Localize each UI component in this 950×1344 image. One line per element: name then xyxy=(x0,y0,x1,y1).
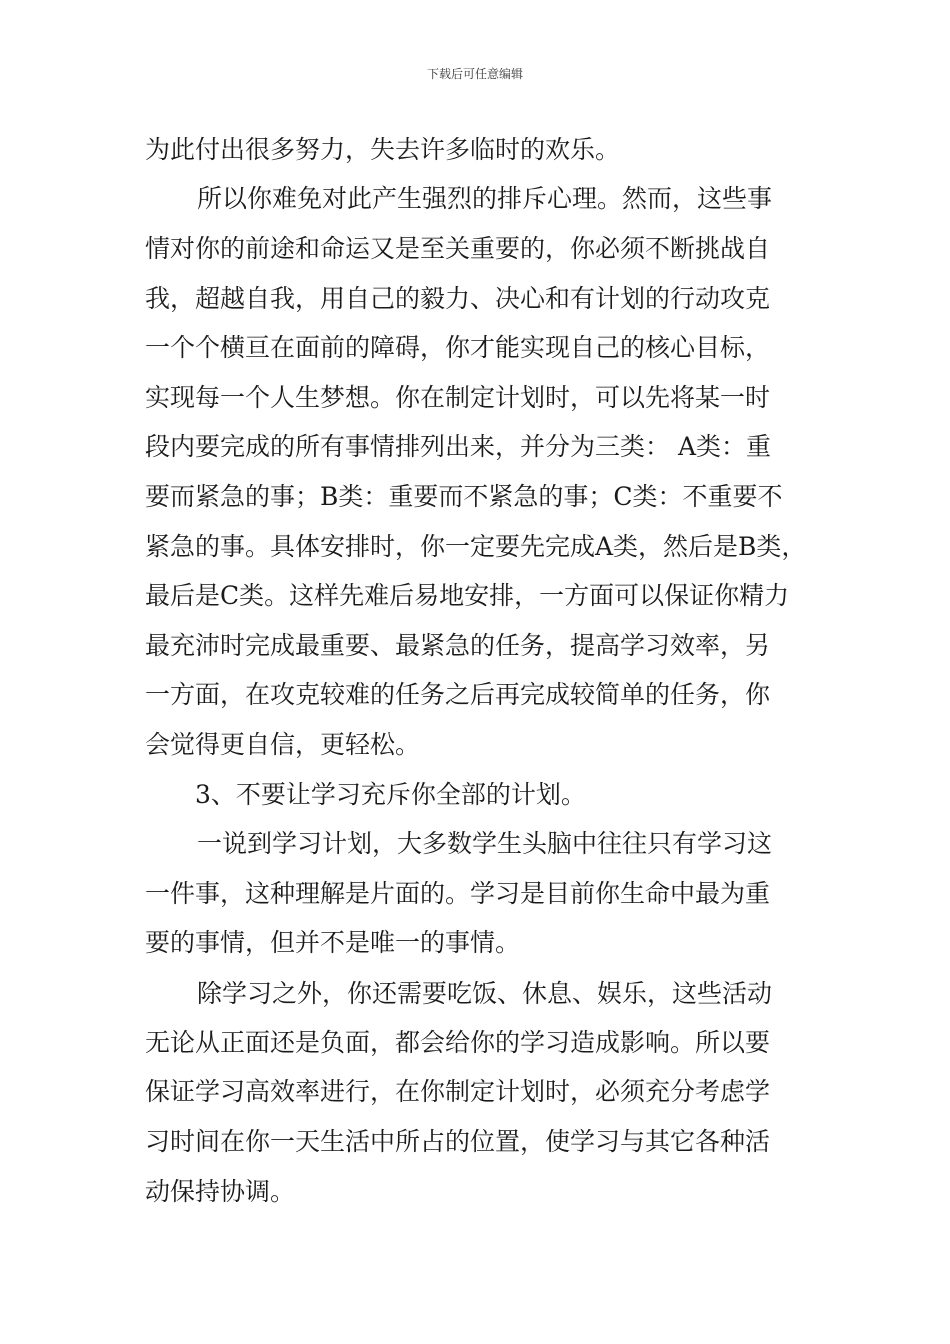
paragraph-line: 为此付出很多努力，失去许多临时的欢乐。 xyxy=(145,135,621,164)
paragraph-line: 动保持协调。 xyxy=(145,1177,296,1206)
paragraph-line: 一方面，在攻克较难的任务之后再完成较简单的任务，你 xyxy=(145,680,771,709)
paragraph-line: 无论从正面还是负面，都会给你的学习造成影响。所以要 xyxy=(145,1028,771,1057)
paragraph-line: 会觉得更自信，更轻松。 xyxy=(145,730,421,759)
paragraph-line: 段内要完成的所有事情排列出来，并分为三类： A类：重 xyxy=(145,432,772,461)
paragraph-line: 要的事情，但并不是唯一的事情。 xyxy=(145,928,521,957)
page-header: 下载后可任意编辑 xyxy=(426,67,523,81)
paragraph-line: 最后是C类。这样先难后易地安排，一方面可以保证你精力 xyxy=(145,581,790,610)
paragraph-line: 保证学习高效率进行，在你制定计划时，必须充分考虑学 xyxy=(145,1077,771,1106)
paragraph-line: 实现每一个人生梦想。你在制定计划时，可以先将某一时 xyxy=(145,383,771,412)
paragraph-line: 一说到学习计划，大多数学生头脑中往往只有学习这 xyxy=(197,829,773,858)
paragraph-line: 除学习之外，你还需要吃饭、休息、娱乐，这些活动 xyxy=(197,979,773,1008)
paragraph-line: 一个个横亘在面前的障碍，你才能实现自己的核心目标， xyxy=(145,333,771,362)
paragraph-line: 我，超越自我，用自己的毅力、决心和有计划的行动攻克 xyxy=(145,284,771,313)
paragraph-line: 要而紧急的事；B类：重要而不紧急的事；C类：不重要不 xyxy=(145,482,783,511)
paragraph-line: 情对你的前途和命运又是至关重要的，你必须不断挑战自 xyxy=(145,234,771,263)
paragraph-line: 最充沛时完成最重要、最紧急的任务，提高学习效率，另 xyxy=(145,631,771,660)
paragraph-line: 一件事，这种理解是片面的。学习是目前你生命中最为重 xyxy=(145,879,771,908)
paragraph-line: 紧急的事。具体安排时，你一定要先完成A类，然后是B类， xyxy=(145,532,807,561)
section-heading: 3、不要让学习充斥你全部的计划。 xyxy=(195,780,586,809)
paragraph-line: 习时间在你一天生活中所占的位置，使学习与其它各种活 xyxy=(145,1127,771,1156)
paragraph-line: 所以你难免对此产生强烈的排斥心理。然而，这些事 xyxy=(197,184,773,213)
